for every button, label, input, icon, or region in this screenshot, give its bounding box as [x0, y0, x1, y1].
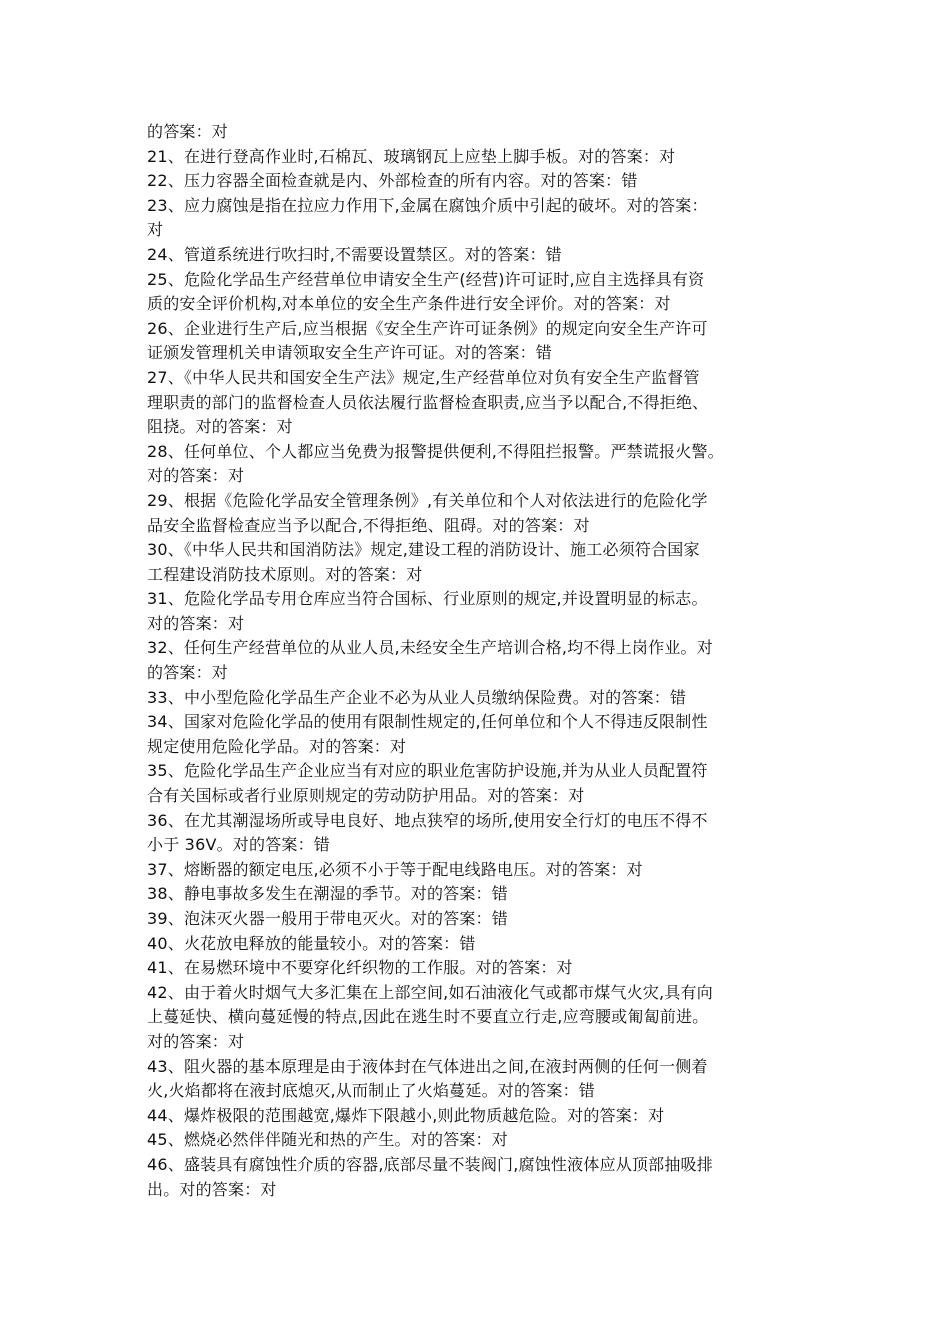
text-line: 43、阻火器的基本原理是由于液体封在气体进出之间,在液封两侧的任何一侧着: [147, 1056, 708, 1076]
text-line: 33、中小型危险化学品生产企业不必为从业人员缴纳保险费。对的答案：错: [147, 687, 687, 707]
text-line: 对的答案：对: [147, 613, 245, 633]
text-line: 27、《中华人民共和国安全生产法》规定,生产经营单位对负有安全生产监督管: [147, 367, 700, 387]
text-line: 26、企业进行生产后,应当根据《安全生产许可证条例》的规定向安全生产许可: [147, 318, 708, 338]
text-line: 的答案：对: [147, 663, 229, 683]
text-line: 24、管道系统进行吹扫时,不需要设置禁区。对的答案：错: [147, 244, 562, 264]
text-line: 理职责的部门的监督检查人员依法履行监督检查职责,应当予以配合,不得拒绝、: [147, 392, 709, 412]
text-line: 合有关国标或者行业原则规定的劳动防护用品。对的答案：对: [147, 786, 585, 806]
text-line: 42、由于着火时烟气大多汇集在上部空间,如石油液化气或都市煤气火灾,具有向: [147, 982, 713, 1002]
text-line: 23、应力腐蚀是指在拉应力作用下,金属在腐蚀介质中引起的破坏。对的答案：: [147, 195, 708, 215]
text-line: 对: [147, 220, 164, 240]
text-line: 45、燃烧必然伴伴随光和热的产生。对的答案：对: [147, 1130, 508, 1150]
text-line: 44、爆炸极限的范围越宽,爆炸下限越小,则此物质越危险。对的答案：对: [147, 1105, 665, 1125]
text-line: 火,火焰都将在液封底熄灭,从而制止了火焰蔓延。对的答案：错: [147, 1081, 595, 1101]
text-line: 的答案：对: [147, 122, 229, 141]
text-line: 22、压力容器全面检查就是内、外部检查的所有内容。对的答案：错: [147, 171, 638, 191]
text-line: 32、任何生产经营单位的从业人员,未经安全生产培训合格,均不得上岗作业。对: [147, 638, 713, 658]
text-line: 21、在进行登高作业时,石棉瓦、玻璃钢瓦上应垫上脚手板。对的答案：对: [147, 146, 676, 166]
text-line: 35、危险化学品生产企业应当有对应的职业危害防护设施,并为从业人员配置符: [147, 761, 708, 781]
text-line: 25、危险化学品生产经营单位申请安全生产(经营)许可证时,应自主选择具有资: [147, 269, 705, 289]
text-line: 小于 36V。对的答案：错: [147, 835, 330, 855]
text-line: 对的答案：对: [147, 1031, 245, 1051]
text-line: 28、任何单位、个人都应当免费为报警提供便利,不得阻拦报警。严禁谎报火警。: [147, 441, 724, 461]
text-line: 34、国家对危险化学品的使用有限制性规定的,任何单位和个人不得违反限制性: [147, 712, 708, 732]
text-line: 上蔓延快、横向蔓延慢的特点,因此在逃生时不要直立行走,应弯腰或匍匐前进。: [147, 1007, 709, 1027]
document-body: [147, 120, 827, 1202]
text-line: 37、熔断器的额定电压,必须不小于等于配电线路电压。对的答案：对: [147, 859, 643, 879]
text-line: 质的安全评价机构,对本单位的安全生产条件进行安全评价。对的答案：对: [147, 294, 671, 314]
text-line: 41、在易燃环境中不要穿化纤织物的工作服。对的答案：对: [147, 958, 573, 978]
text-line: 品安全监督检查应当予以配合,不得拒绝、阻碍。对的答案：对: [147, 515, 590, 535]
text-line: 对的答案：对: [147, 466, 245, 486]
text-line: 阻挠。对的答案：对: [147, 417, 293, 437]
text-line: 31、危险化学品专用仓库应当符合国标、行业原则的规定,并设置明显的标志。: [147, 589, 708, 609]
text-line: 40、火花放电释放的能量较小。对的答案：错: [147, 933, 476, 953]
text-line: 36、在尤其潮湿场所或导电良好、地点狭窄的场所,使用安全行灯的电压不得不: [147, 810, 708, 830]
text-line: 46、盛装具有腐蚀性介质的容器,底部尽量不装阀门,腐蚀性液体应从顶部抽吸排: [147, 1154, 713, 1174]
text-line: 工程建设消防技术原则。对的答案：对: [147, 564, 423, 584]
text-line: 出。对的答案：对: [147, 1179, 277, 1199]
text-line: 证颁发管理机关申请领取安全生产许可证。对的答案：错: [147, 343, 553, 363]
text-line: 38、静电事故多发生在潮湿的季节。对的答案：错: [147, 884, 508, 904]
text-line: 39、泡沫灭火器一般用于带电灭火。对的答案：错: [147, 909, 508, 928]
text-line: 29、根据《危险化学品安全管理条例》,有关单位和个人对依法进行的危险化学: [147, 490, 708, 510]
text-line: 30、《中华人民共和国消防法》规定,建设工程的消防设计、施工必须符合国家: [147, 540, 700, 560]
text-line: 规定使用危险化学品。对的答案：对: [147, 736, 407, 756]
